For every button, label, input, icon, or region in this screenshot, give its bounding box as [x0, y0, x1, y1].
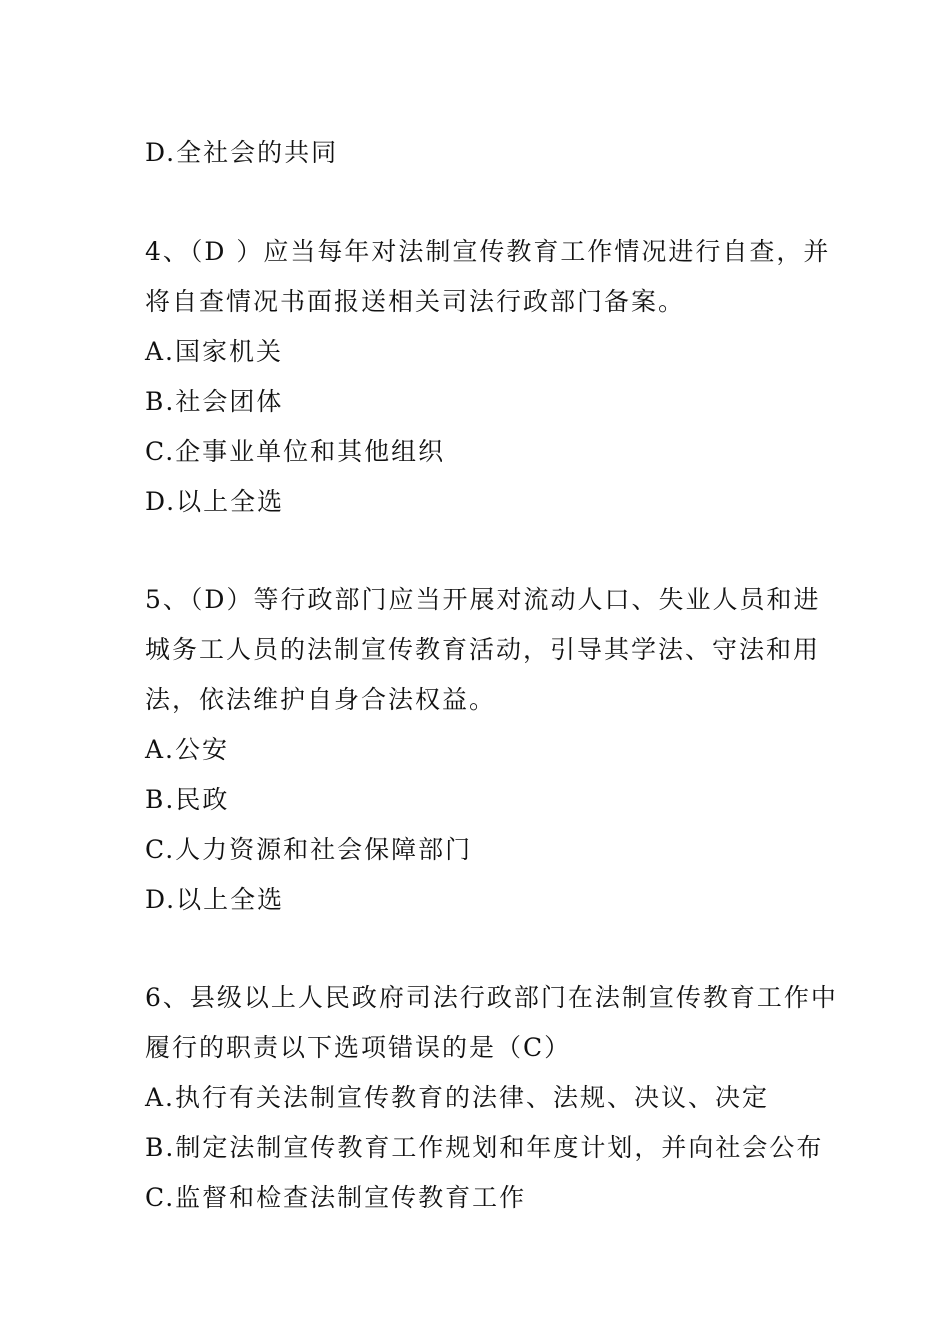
question-stem-line: 将自查情况书面报送相关司法行政部门备案。: [145, 287, 686, 316]
option-d: D.以上全选: [145, 487, 285, 516]
question-stem-line: 5、（D）等行政部门应当开展对流动人口、失业人员和进: [145, 585, 821, 614]
question-6-options: [145, 1073, 824, 1223]
option-d: D.以上全选: [145, 885, 285, 914]
question-6-stem: [145, 973, 838, 1073]
option-c: C.监督和检查法制宣传教育工作: [145, 1183, 527, 1212]
question-5-stem: [145, 575, 821, 725]
question-stem-line: 履行的职责以下选项错误的是（C）: [145, 1033, 572, 1062]
option-b: B.社会团体: [145, 387, 284, 416]
prev-question-option-d: [145, 128, 810, 178]
option-b: B.民政: [145, 785, 230, 814]
question-stem-line: 6、县级以上人民政府司法行政部门在法制宣传教育工作中: [145, 983, 838, 1012]
question-5: [145, 575, 821, 925]
option-text: D.全社会的共同: [145, 138, 339, 167]
question-stem-line: 4、（D ）应当每年对法制宣传教育工作情况进行自查，并: [145, 237, 831, 266]
option-c: C.人力资源和社会保障部门: [145, 835, 473, 864]
question-5-options: [145, 725, 810, 925]
option-a: A.执行有关法制宣传教育的法律、法规、决议、决定: [145, 1083, 770, 1112]
option-c: C.企事业单位和其他组织: [145, 437, 446, 466]
option-a: A.国家机关: [145, 337, 284, 366]
question-6: [145, 973, 838, 1223]
question-4-stem: [145, 227, 831, 327]
question-4: [145, 227, 831, 527]
option-a: A.公安: [145, 735, 230, 764]
option-b: B.制定法制宣传教育工作规划和年度计划，并向社会公布: [145, 1133, 824, 1162]
question-stem-line: 城务工人员的法制宣传教育活动，引导其学法、守法和用: [145, 635, 821, 664]
question-stem-line: 法，依法维护自身合法权益。: [145, 685, 497, 714]
question-4-options: [145, 327, 810, 527]
